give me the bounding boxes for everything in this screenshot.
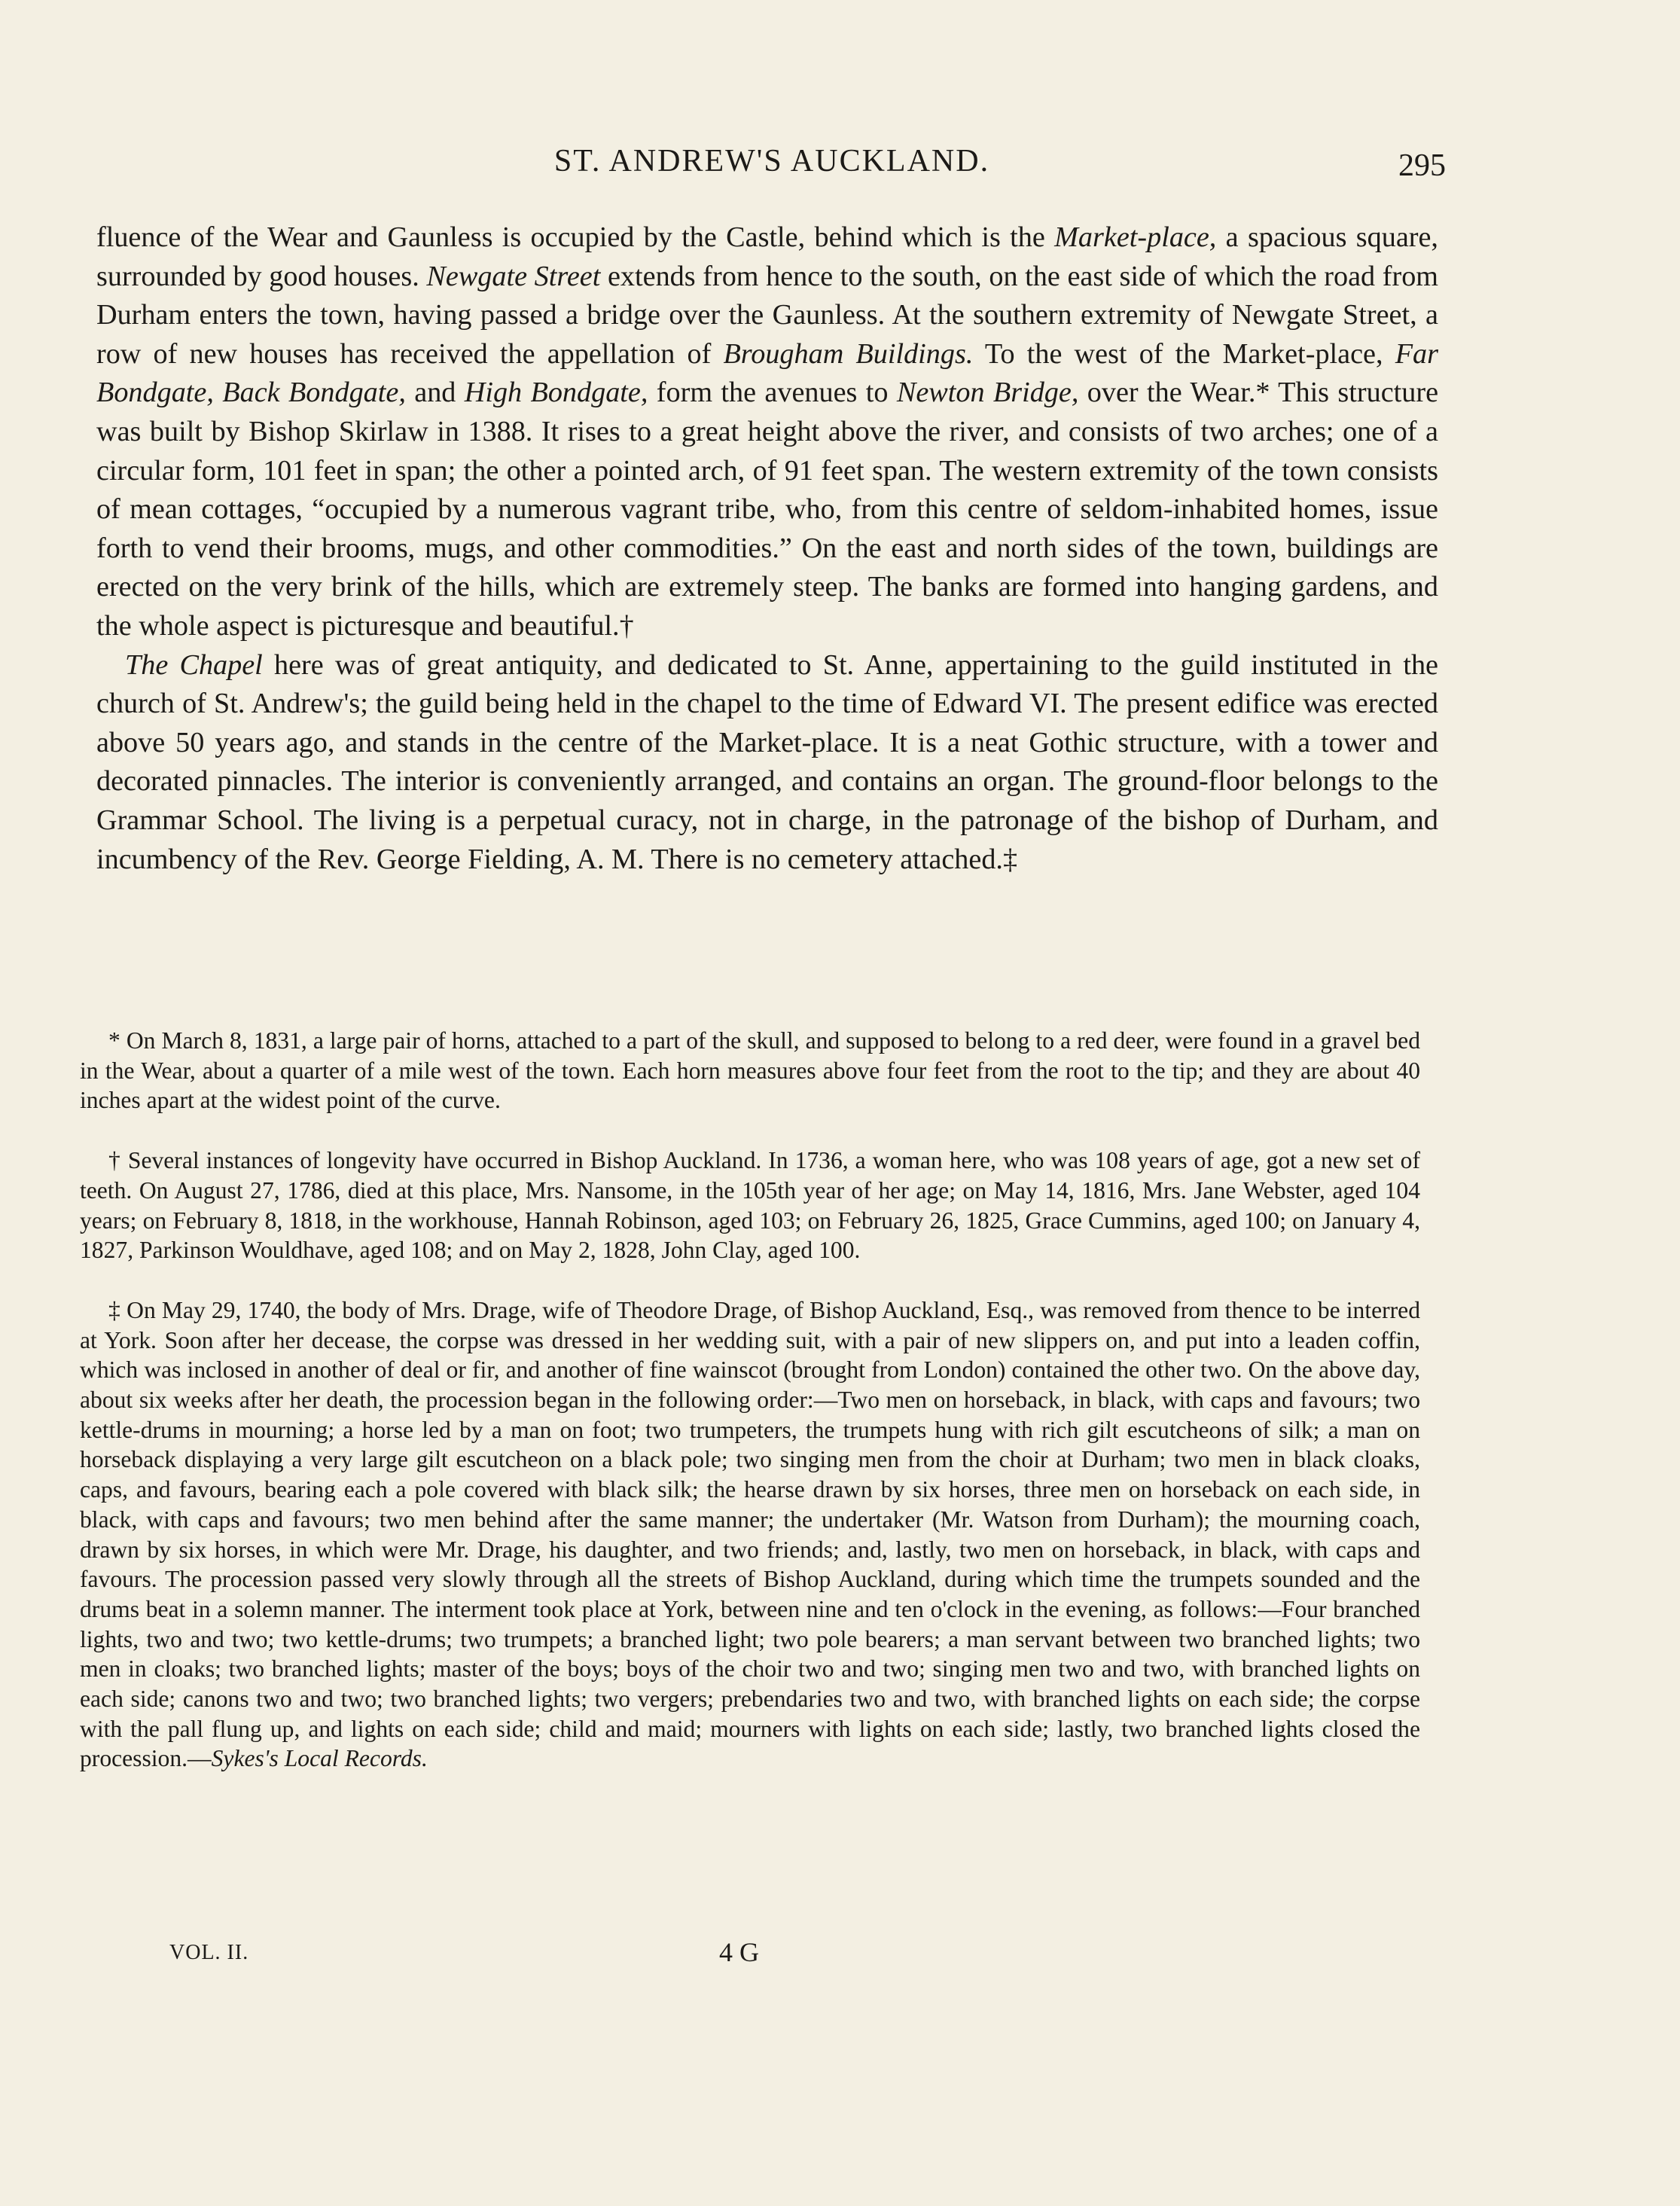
p1-text-7: over the Wear.* This structure was built by Bishop Skirlaw in 1388. It rises to a great height above the river, and consists of two arches; one of a circular form, 101 feet in span; the other a pointed arch, of 91 feet span. The western extremity of the town consists of mean cottages, “occupied by a numerous vagrant tribe, who, from this centre of seldom-inhabited homes, issue forth to vend their brooms, mugs, and other commodities.” On the east and north sides of the town, buildings are erected on the very brink of the hills, which are extremely steep. The banks are formed into hanging gardens, and the whole aspect is picturesque and beautiful.†	[96, 377, 1439, 642]
footnote-3	[80, 1295, 1420, 1774]
page-header	[98, 143, 1446, 196]
paragraph-2	[96, 646, 1438, 880]
volume-mark: VOL. II.	[169, 1941, 249, 1964]
p1-text-5: and	[405, 377, 465, 409]
p2-text-1: here was of great antiquity, and dedicated to St. Anne, appertaining to the guild instituted in the church of St. Andrew's; the guild being held in the chapel to the time of Edward VI. The present edifice was erected above 50 years ago, and stands in the centre of the Market-place. It is a neat Gothic structure, with a tower and decorated pinnacles. The interior is conveniently arranged, and contains an organ. The ground-floor belongs to the Grammar School. The living is a perpetual curacy, not in charge, in the patronage of the bishop of Durham, and incumbency of the Rev. George Fielding, A. M. There is no cemetery attached.‡	[96, 648, 1439, 875]
footnote-2: † Several instances of longevity have occurred in Bishop Auckland. In 1736, a woman here, who was 108 years of age, got a new set of teeth. On August 27, 1786, died at this place, Mrs. Nansome, in the 105th year of her age; on May 14, 1816, Mrs. Jane Webster, aged 104 years; on February 8, 1818, in the workhouse, Hannah Robinson, aged 103; on February 26, 1825, Grace Cummins, aged 100; on January 4, 1827, Parkinson Wouldhave, aged 108; and on May 2, 1828, John Clay, aged 100.	[80, 1147, 1420, 1264]
footnote-1: * On March 8, 1831, a large pair of horns, attached to a part of the skull, and supposed to belong to a red deer, were found in a gravel bed in the Wear, about a quarter of a mile west of the town. Each horn measures above four feet from the root to the tip; and they are about 40 inches apart at the widest point of the curve.	[80, 1027, 1420, 1114]
p1-text-1: fluence of the Wear and Gaunless is occupied by the Castle, behind which is the	[96, 221, 1055, 253]
signature-mark: 4 G	[719, 1937, 759, 1967]
p2-italic-the-chapel: The Chapel	[125, 648, 263, 681]
p1-italic-newton-bridge: Newton Bridge,	[896, 377, 1079, 409]
p1-text-3: extends from hence to the south, on the east side of which the road from Durham enters the town, having passed a bridge over the Gaunless. At the southern extremity of Newgate Street, a row of new houses has received the appellation of	[96, 260, 1439, 370]
main-text	[96, 218, 1438, 879]
p1-italic-market-place: Market-place,	[1054, 221, 1217, 253]
page-number: 295	[1398, 148, 1446, 183]
page-footer	[169, 1936, 922, 1974]
p1-italic-high-bondgate: High Bondgate,	[464, 377, 648, 409]
footnotes	[80, 1026, 1420, 1774]
running-title: ST. ANDREW'S AUCKLAND.	[553, 144, 990, 178]
p1-text-2: a spacious square, surrounded by good houses.	[96, 221, 1438, 292]
footnote-3-text: ‡ On May 29, 1740, the body of Mrs. Drage, wife of Theodore Drage, of Bishop Auckland, Esq., was removed from thence to be interred at York. Soon after her decease, the corpse was dressed in her wedding suit, with a pair of new slippers on, and put into a leaden coffin, which was inclosed in another of deal or fir, and another of fine wainscot (brought from London) contained the other two. On the above day, about six weeks after her death, the procession began in the following order:—Two men on horseback, in black, with caps and favours; two kettle-drums in mourning; a horse led by a man on foot; two trumpeters, the trumpets hung with rich gilt escutcheons of silk; a man on horseback displaying a very large gilt escutcheon on a black pole; two singing men from the choir at Durham; two men in black cloaks, caps, and favours, bearing each a pole covered with black silk; the hearse drawn by six horses, three men on horseback on each side, in black, with caps and favours; two men behind after the same manner; the undertaker (Mr. Watson from Durham); the mourning coach, drawn by six horses, in which were Mr. Drage, his daughter, and two friends; and, lastly, two men on horseback, in black, with caps and favours. The procession passed very slowly through all the streets of Bishop Auckland, during which time the trumpets sounded and the drums beat in a solemn manner. The interment took place at York, between nine and ten o'clock in the evening, as follows:—Four branched lights, two and two; two kettle-drums; two trumpets; a branched light; two pole bearers; a man servant between two branched lights; two men in cloaks; two branched lights; master of the boys; boys of the choir two and two; singing men two and two, with branched lights on each side; canons two and two; two branched lights; two vergers; prebendaries two and two, with branched lights on each side; the corpse with the pall flung up, and lights on each side; child and maid; mourners with lights on each side; lastly, two branched lights closed the procession.—	[80, 1296, 1420, 1772]
paragraph-1	[96, 218, 1438, 646]
p1-italic-brougham-buildings: Brougham Buildings.	[723, 337, 974, 370]
p1-italic-newgate-street: Newgate Street	[426, 260, 601, 292]
p1-italic-bondgates: Far Bondgate, Back Bondgate,	[96, 337, 1438, 409]
footnote-3-source: Sykes's Local Records.	[211, 1745, 428, 1772]
p1-text-6: form the avenues to	[648, 377, 897, 409]
p1-text-4: To the west of the Market-place,	[973, 337, 1395, 370]
